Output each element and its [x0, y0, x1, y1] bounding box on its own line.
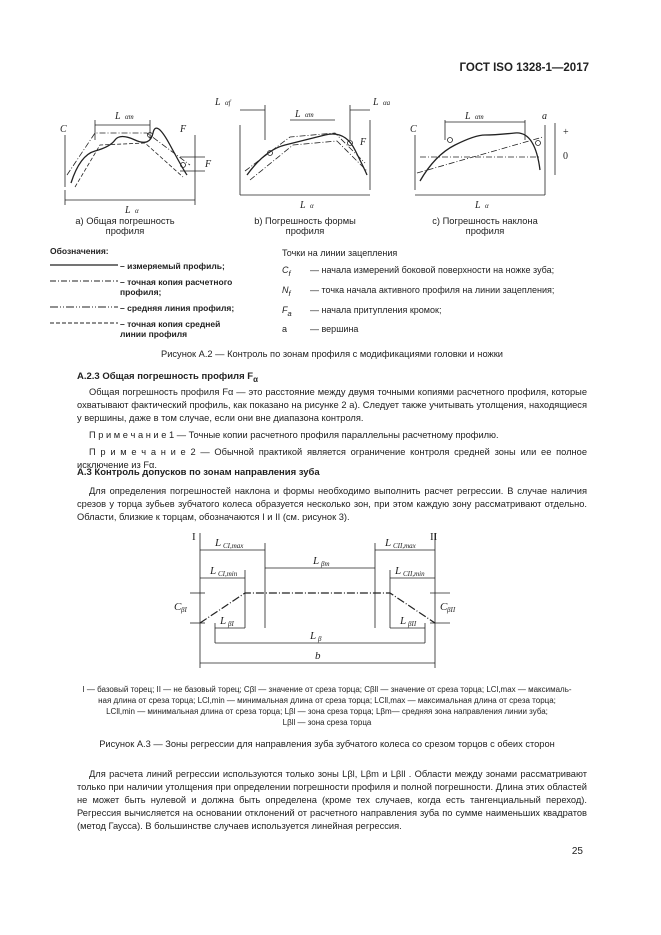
subcaption-c	[410, 216, 560, 236]
lbi-label: L	[220, 615, 227, 627]
lciimax-label: L	[385, 537, 392, 549]
section-a3	[77, 466, 587, 524]
Fa-err-label: F	[205, 159, 212, 170]
subcaption-c-line2: профиля	[465, 226, 505, 236]
lam-label-b: L	[295, 109, 301, 120]
point-key: a	[282, 324, 288, 335]
lciimin-label: L	[395, 565, 402, 577]
subcaption-c-line1: c) Погрешность наклона	[432, 216, 538, 226]
heading-text: А.2.3 Общая погрешность профиля F	[77, 371, 254, 382]
legend-item-design-copy	[50, 277, 270, 303]
legend-item-mean-copy	[50, 319, 270, 345]
lam-sub-b: αm	[305, 111, 314, 119]
laa-label: L	[373, 97, 379, 108]
plus-label: +	[563, 127, 569, 138]
b-label: b	[315, 650, 321, 662]
lciimax-sub: CII,max	[393, 542, 416, 550]
section-a23-para: Общая погрешность профиля Fα — это расстояние между двумя точными копиями расчетного профиля, которые охватывают фактический профиль, как показано на рисунке 2 а). Следует также учитывать утолщения, находящиеся у вершины, даже в том случае, если они вне диапазона контроля.	[77, 386, 587, 423]
lb-sub: β	[318, 635, 322, 643]
note-2: П р и м е ч а н и е 2 — Обычной практикой является ограничение контроля средней зоны или ее полное исключение из Fα.	[77, 446, 587, 470]
section-a23-heading	[77, 370, 587, 386]
point-text: — начала измерений боковой поверхности на ножке зуба;	[310, 265, 555, 275]
points-title: Точки на линии зацепления	[282, 248, 398, 258]
la-sub-a: α	[135, 207, 139, 215]
subcaption-b-line2: профиля	[285, 226, 325, 236]
legend-label: – точная копия расчетного профиля;	[120, 277, 233, 297]
la-label-a: L	[125, 205, 131, 216]
point-a	[282, 321, 602, 338]
subcaption-b	[235, 216, 375, 236]
cf-label-c: C	[410, 124, 417, 135]
legend-title: Обозначения:	[50, 246, 109, 256]
point-key-sub: f	[288, 268, 291, 278]
point-key-sub: f	[288, 288, 291, 298]
legend	[50, 246, 270, 345]
cbii-sub: βII	[447, 606, 456, 614]
la-label-c: L	[475, 200, 481, 211]
point-key: C	[282, 265, 289, 275]
laf-sub: αf	[225, 99, 231, 107]
point-key-sub: a	[287, 308, 292, 318]
section-a3-heading: А.3 Контроль допусков по зонам направления зуба	[77, 467, 320, 478]
standard-header: ГОСТ ISO 1328-1—2017	[459, 62, 589, 74]
legend-line: LCll,min — минимальная длина от среза торца; Lβl — зона среза торца; Lβm— средняя зона направления линии зуба;	[106, 707, 548, 716]
laf-label: L	[215, 97, 221, 108]
point-text: — вершина	[310, 324, 359, 335]
lcimin-sub: CI,min	[218, 570, 238, 578]
fa-label-b: F	[360, 137, 367, 148]
page-number: 25	[571, 846, 583, 857]
figure-a3-legend	[47, 684, 607, 728]
cbi-label: C	[174, 601, 182, 613]
la-label-b: L	[300, 200, 306, 211]
la-sub-c: α	[485, 202, 489, 210]
lam-sub-a: αm	[125, 113, 134, 121]
subcaption-a-line1: a) Общая погрешность	[75, 216, 175, 226]
legend-item-mean-line	[50, 303, 270, 319]
point-key: F	[282, 304, 288, 315]
subcaption-b-line1: b) Погрешность формы	[254, 216, 356, 226]
cbii-label: C	[440, 601, 448, 613]
point-fa	[282, 302, 602, 322]
lam-label-a: L	[115, 111, 121, 122]
point-text: — точка начала активного профиля на линии зацепления;	[310, 284, 555, 295]
subcaption-a	[55, 216, 195, 236]
point-text: — начала притупления кромок;	[310, 304, 442, 315]
cf-label-a: C	[60, 124, 67, 135]
zero-label: 0	[563, 151, 568, 162]
figure-a3-caption: Рисунок А.3 — Зоны регрессии для направления зуба зубчатого колеса со срезом торцов с обеих сторон	[99, 739, 555, 749]
legend-label: – измеряемый профиль;	[120, 261, 225, 271]
lbii-label: L	[400, 615, 407, 627]
point-cf	[282, 262, 602, 282]
legend-item-measured	[50, 261, 270, 277]
lbm-sub: βm	[321, 560, 330, 568]
note-1: П р и м е ч а н и е 1 — Точные копии расчетного профиля параллельны расчетному профилю.	[89, 429, 499, 440]
lcimin-label: L	[210, 565, 217, 577]
lam-label-c: L	[465, 111, 471, 122]
points-list	[282, 245, 602, 338]
closing-para: Для расчета линий регрессии используются только зоны Lβl, Lβm и Lβll . Области между зонами рассматривают только при наличии утолщения при определении погрешности профиля и полной погрешности. Длина этих областей не может быть нулевой и должна быть определена (кроме тех случаев, когда есть тангенциальный переход). Регрессия вычисляется на основании отклонений от расчетного направления зуба по сумме наименьших квадратов (метод Гаусса). В большинстве случаев используется линейная регрессия.	[77, 769, 587, 831]
lcimax-label: L	[215, 537, 222, 549]
heading-sub: α	[253, 374, 258, 384]
cbi-sub: βI	[181, 606, 187, 614]
end-II-label: II	[430, 531, 438, 543]
legend-line: I — базовый торец; II — не базовый торец; Cβl — значение от среза торца; Cβll — значение от среза торца; LCl,max — максималь-	[82, 685, 572, 694]
subcaption-a-line2: профиля	[105, 226, 145, 236]
lam-sub-c: αm	[475, 113, 484, 121]
lbm-label: L	[313, 555, 320, 567]
legend-label: – средняя линия профиля;	[120, 303, 235, 313]
lbii-sub: βII	[408, 620, 417, 628]
la-sub-b: α	[310, 202, 314, 210]
end-I-label: I	[192, 531, 196, 543]
legend-label: – точная копия средней линии профиля	[120, 319, 221, 339]
point-key: N	[282, 284, 289, 295]
lbi-sub: βI	[228, 620, 234, 628]
legend-line: ная длина от среза торца; LCl,min — минимальная длина от среза торца; LCll,max — максимальная длина от среза торца;	[98, 696, 556, 705]
section-a3-para: Для определения погрешностей наклона и формы необходимо выполнить расчет регрессии. В случае наличия срезов у торца зубьев зубчатого колеса образуется несколько зон, при этом каждую зону рассматривают отдельно. Области, близкие к торцам, обозначаются I и II (см. рисунок 3).	[77, 486, 587, 522]
regression-zones-diagram	[170, 528, 470, 678]
a-label: a	[542, 111, 547, 122]
legend-line: Lβll — зона среза торца	[282, 718, 372, 727]
point-nf	[282, 282, 602, 302]
lb-label: L	[310, 630, 317, 642]
lciimin-sub: CII,min	[403, 570, 425, 578]
figure-a2-caption: Рисунок А.2 — Контроль по зонам профиля с модификациями головки и ножки	[161, 349, 503, 359]
laa-sub: αa	[383, 99, 391, 107]
section-a23	[77, 370, 587, 472]
fa-label-a: F	[180, 124, 187, 135]
lcimax-sub: CI,max	[223, 542, 244, 550]
